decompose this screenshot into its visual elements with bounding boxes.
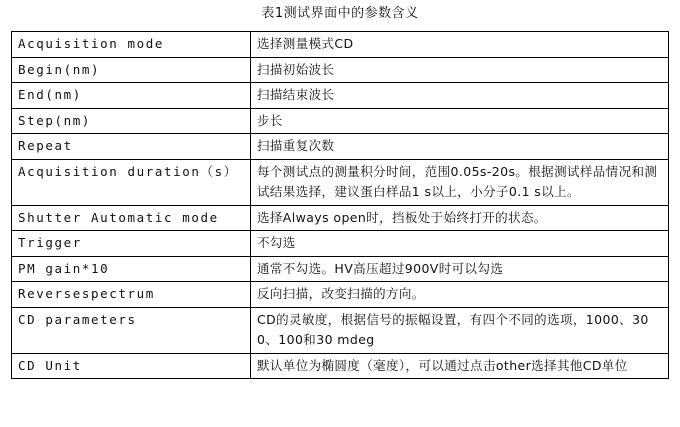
table-row	[12, 231, 669, 257]
param-description: 每个测试点的测量积分时间，范围0.05s-20s。根据测试样品情况和测试结果选择，建议蛋白样品1 s以上，小分子0.1 s以上。	[251, 159, 669, 205]
param-description: 步长	[251, 108, 669, 134]
param-name: Reversespectrum	[12, 282, 251, 308]
table-row	[12, 282, 669, 308]
table-title: 表1测试界面中的参数含义	[261, 6, 419, 21]
table-row	[12, 307, 669, 353]
param-description: 反向扫描，改变扫描的方向。	[251, 282, 669, 308]
param-name: Step(nm)	[12, 108, 251, 134]
param-description: CD的灵敏度，根据信号的振幅设置，有四个不同的选项，1000、300、100和30 mdeg	[251, 307, 669, 353]
param-description: 选择测量模式CD	[251, 32, 669, 58]
param-name: Begin(nm)	[12, 57, 251, 83]
param-description: 默认单位为椭圆度（毫度），可以通过点击other选择其他CD单位	[251, 353, 669, 379]
table-row	[12, 108, 669, 134]
param-description: 扫描结束波长	[251, 83, 669, 109]
param-description: 通常不勾选。HV高压超过900V时可以勾选	[251, 256, 669, 282]
param-name: Acquisition duration（s）	[12, 159, 251, 205]
parameter-table	[11, 31, 669, 379]
param-name: End(nm)	[12, 83, 251, 109]
param-name: PM gain*10	[12, 256, 251, 282]
table-row	[12, 134, 669, 160]
param-name: CD Unit	[12, 353, 251, 379]
table-row	[12, 83, 669, 109]
table-row	[12, 256, 669, 282]
table-row	[12, 205, 669, 231]
param-description: 选择Always open时，挡板处于始终打开的状态。	[251, 205, 669, 231]
param-description: 扫描重复次数	[251, 134, 669, 160]
param-name: Shutter Automatic mode	[12, 205, 251, 231]
table-row	[12, 353, 669, 379]
param-name: Repeat	[12, 134, 251, 160]
param-name: CD parameters	[12, 307, 251, 353]
table-row	[12, 57, 669, 83]
param-description: 扫描初始波长	[251, 57, 669, 83]
param-name: Acquisition mode	[12, 32, 251, 58]
param-description: 不勾选	[251, 231, 669, 257]
table-row	[12, 32, 669, 58]
param-name: Trigger	[12, 231, 251, 257]
table-row	[12, 159, 669, 205]
